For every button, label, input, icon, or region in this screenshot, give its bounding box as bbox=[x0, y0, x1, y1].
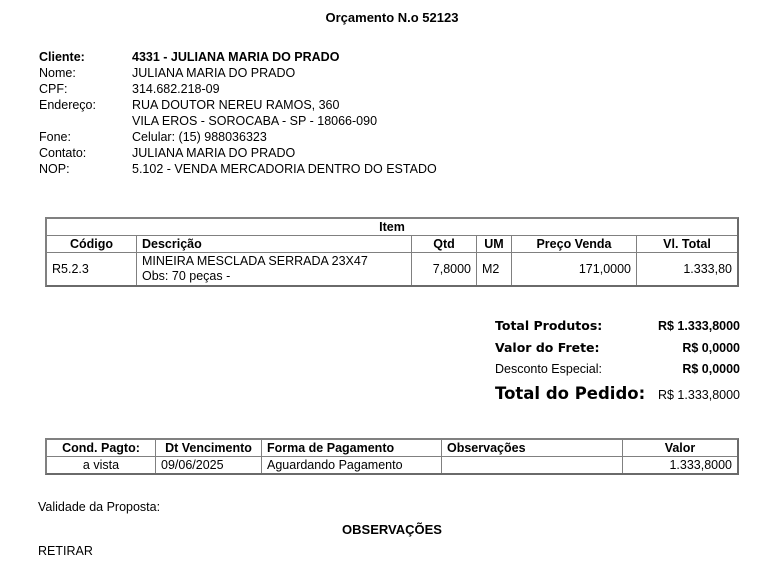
pay-valor: 1.333,8000 bbox=[669, 457, 732, 472]
address-label-blank bbox=[39, 113, 132, 129]
total-produtos-label: Total Produtos: bbox=[495, 318, 603, 333]
header-vl-total: Vl. Total bbox=[637, 236, 737, 253]
address-line2: VILA EROS - SOROCABA - SP - 18066-090 bbox=[132, 114, 378, 128]
client-info bbox=[39, 49, 437, 177]
name-label: Nome: bbox=[39, 66, 76, 80]
item-total: 1.333,80 bbox=[683, 261, 732, 276]
address-line1: RUA DOUTOR NEREU RAMOS, 360 bbox=[132, 98, 340, 112]
frete-value: R$ 0,0000 bbox=[682, 341, 740, 355]
phone-row bbox=[39, 129, 437, 145]
total-pedido-value: R$ 1.333,8000 bbox=[657, 388, 740, 402]
pay-vencimento: 09/06/2025 bbox=[156, 457, 262, 473]
phone-value: Celular: (15) 988036323 bbox=[132, 130, 267, 144]
total-produtos-value: R$ 1.333,8000 bbox=[657, 319, 740, 333]
header-descricao: Descrição bbox=[137, 236, 412, 253]
items-caption-row bbox=[47, 219, 737, 236]
header-preco-venda: Preço Venda bbox=[512, 236, 637, 253]
frete-label: Valor do Frete: bbox=[495, 340, 600, 355]
payment-table bbox=[45, 438, 739, 475]
item-description-text: MINEIRA MESCLADA SERRADA 23X47 bbox=[142, 254, 368, 268]
items-table bbox=[45, 217, 739, 287]
item-codigo: R5.2.3 bbox=[47, 253, 137, 285]
item-qtd: 7,8000 bbox=[412, 253, 477, 285]
pay-forma: Aguardando Pagamento bbox=[262, 457, 442, 473]
client-row bbox=[39, 49, 437, 65]
contact-label: Contato: bbox=[39, 146, 87, 160]
address-row-2 bbox=[39, 113, 437, 129]
header-codigo: Código bbox=[47, 236, 137, 253]
pay-cond: a vista bbox=[47, 457, 156, 473]
payment-header-row bbox=[47, 440, 737, 457]
phone-label: Fone: bbox=[39, 130, 71, 144]
name-value: JULIANA MARIA DO PRADO bbox=[132, 66, 296, 80]
contact-value: JULIANA MARIA DO PRADO bbox=[132, 146, 296, 160]
header-dt-vencimento: Dt Vencimento bbox=[156, 440, 262, 457]
header-cond-pagto: Cond. Pagto: bbox=[47, 440, 156, 457]
table-row bbox=[47, 457, 737, 473]
pay-obs bbox=[442, 457, 623, 473]
header-forma-pagamento: Forma de Pagamento bbox=[262, 440, 442, 457]
nop-row bbox=[39, 161, 437, 177]
nop-label: NOP: bbox=[39, 162, 70, 176]
client-label: Cliente: bbox=[39, 50, 85, 64]
address-label: Endereço: bbox=[39, 98, 96, 112]
document-title: Orçamento N.o 52123 bbox=[325, 10, 459, 25]
header-valor: Valor bbox=[623, 440, 737, 457]
total-pedido-label: Total do Pedido: bbox=[495, 384, 646, 403]
observations-title: OBSERVAÇÕES bbox=[342, 522, 442, 537]
cpf-value: 314.682.218-09 bbox=[132, 82, 220, 96]
address-row bbox=[39, 97, 437, 113]
frete-row bbox=[495, 340, 740, 362]
header-qtd: Qtd bbox=[412, 236, 477, 253]
client-value: 4331 - JULIANA MARIA DO PRADO bbox=[132, 50, 340, 64]
contact-row bbox=[39, 145, 437, 161]
header-observacoes: Observações bbox=[442, 440, 623, 457]
validity-label: Validade da Proposta: bbox=[38, 500, 161, 514]
desconto-value: R$ 0,0000 bbox=[682, 362, 740, 376]
desconto-label: Desconto Especial: bbox=[495, 362, 603, 376]
header-um: UM bbox=[477, 236, 512, 253]
item-preco: 171,0000 bbox=[512, 253, 637, 285]
total-produtos-row bbox=[495, 318, 740, 340]
desconto-row bbox=[495, 362, 740, 384]
item-obs-text: Obs: 70 peças - bbox=[142, 269, 231, 283]
name-row bbox=[39, 65, 437, 81]
totals-block bbox=[495, 318, 740, 410]
observations-text: RETIRAR bbox=[38, 544, 93, 558]
total-pedido-row bbox=[495, 384, 740, 410]
nop-value: 5.102 - VENDA MERCADORIA DENTRO DO ESTADO bbox=[132, 162, 437, 176]
cpf-label: CPF: bbox=[39, 82, 68, 96]
items-header-row bbox=[47, 236, 737, 253]
item-descricao bbox=[137, 253, 412, 285]
table-row bbox=[47, 253, 737, 285]
items-caption: Item bbox=[47, 219, 737, 236]
item-um: M2 bbox=[477, 253, 512, 285]
cpf-row bbox=[39, 81, 437, 97]
